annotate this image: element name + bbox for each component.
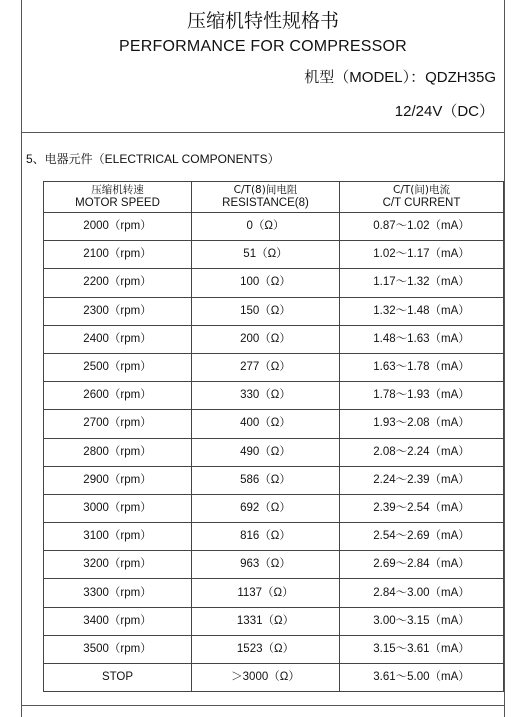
motor-speed-cell: 2800（rpm） [44, 438, 192, 466]
table-row [44, 551, 504, 579]
table-row [44, 579, 504, 607]
section-title: 5、电器元件（ELECTRICAL COMPONENTS） [26, 152, 280, 166]
current-cell: 3.61～5.00（mA） [340, 664, 504, 692]
table-row [44, 635, 504, 663]
header-en: C/T CURRENT [382, 197, 461, 209]
table-row [44, 494, 504, 522]
voltage-label: 12/24V（DC） [394, 103, 494, 120]
resistance-cell: 692（Ω） [192, 494, 340, 522]
resistance-cell: 330（Ω） [192, 382, 340, 410]
motor-speed-cell: 2100（rpm） [44, 241, 192, 269]
motor-speed-cell: 2900（rpm） [44, 466, 192, 494]
resistance-cell: 1137（Ω） [192, 579, 340, 607]
motor-speed-cell: 2300（rpm） [44, 297, 192, 325]
header-resistance [192, 182, 340, 213]
table-row [44, 213, 504, 241]
current-cell: 3.15～3.61（mA） [340, 635, 504, 663]
resistance-cell: 400（Ω） [192, 410, 340, 438]
motor-speed-cell: 2600（rpm） [44, 382, 192, 410]
header-cn: C/T(间)电流 [393, 184, 450, 196]
resistance-cell: 1331（Ω） [192, 607, 340, 635]
header-cn: 压缩机转速 [91, 184, 144, 196]
current-cell: 0.87～1.02（mA） [340, 213, 504, 241]
document-frame [21, 0, 505, 717]
table-row [44, 241, 504, 269]
model-label: 机型（MODEL）：QDZH35G [304, 69, 496, 86]
current-cell: 1.02～1.17（mA） [340, 241, 504, 269]
resistance-cell: 100（Ω） [192, 269, 340, 297]
current-cell: 2.08～2.24（mA） [340, 438, 504, 466]
current-cell: 2.54～2.69（mA） [340, 523, 504, 551]
document-header [22, 0, 504, 133]
current-cell: 2.24～2.39（mA） [340, 466, 504, 494]
resistance-cell: 277（Ω） [192, 353, 340, 381]
current-cell: 1.48～1.63（mA） [340, 325, 504, 353]
table-row [44, 523, 504, 551]
table-row [44, 325, 504, 353]
table-row [44, 466, 504, 494]
resistance-cell: 1523（Ω） [192, 635, 340, 663]
motor-speed-cell: 3300（rpm） [44, 579, 192, 607]
table-row [44, 353, 504, 381]
motor-speed-cell: 3500（rpm） [44, 635, 192, 663]
motor-speed-cell: 2700（rpm） [44, 410, 192, 438]
header-current [340, 182, 504, 213]
current-cell: 1.78～1.93（mA） [340, 382, 504, 410]
table-row [44, 410, 504, 438]
current-cell: 1.32～1.48（mA） [340, 297, 504, 325]
table-row [44, 607, 504, 635]
table-row [44, 269, 504, 297]
motor-speed-cell: 3200（rpm） [44, 551, 192, 579]
resistance-cell: 490（Ω） [192, 438, 340, 466]
motor-speed-cell: 3000（rpm） [44, 494, 192, 522]
resistance-cell: ＞3000（Ω） [192, 664, 340, 692]
motor-speed-cell: 2500（rpm） [44, 353, 192, 381]
motor-speed-cell: 3100（rpm） [44, 523, 192, 551]
title-english: PERFORMANCE FOR COMPRESSOR [119, 38, 407, 55]
table-row [44, 438, 504, 466]
table-body [44, 213, 504, 692]
resistance-cell: 150（Ω） [192, 297, 340, 325]
header-motor-speed [44, 182, 192, 213]
resistance-cell: 586（Ω） [192, 466, 340, 494]
motor-speed-cell: 2200（rpm） [44, 269, 192, 297]
resistance-cell: 816（Ω） [192, 523, 340, 551]
table-row [44, 664, 504, 692]
header-en: MOTOR SPEED [75, 197, 160, 209]
current-cell: 2.69～2.84（mA） [340, 551, 504, 579]
motor-speed-cell: 2000（rpm） [44, 213, 192, 241]
current-cell: 1.63～1.78（mA） [340, 353, 504, 381]
resistance-cell: 0（Ω） [192, 213, 340, 241]
motor-speed-cell: 3400（rpm） [44, 607, 192, 635]
resistance-cell: 200（Ω） [192, 325, 340, 353]
motor-speed-cell: 2400（rpm） [44, 325, 192, 353]
table-row [44, 382, 504, 410]
table-row [44, 297, 504, 325]
current-cell: 3.00～3.15（mA） [340, 607, 504, 635]
title-chinese: 压缩机特性规格书 [186, 10, 339, 32]
current-cell: 1.93～2.08（mA） [340, 410, 504, 438]
header-cn: C/T(8)间电阻 [233, 184, 298, 196]
current-cell: 1.17～1.32（mA） [340, 269, 504, 297]
header-en: RESISTANCE(8) [222, 197, 309, 209]
electrical-components-table [43, 181, 504, 692]
current-cell: 2.84～3.00（mA） [340, 579, 504, 607]
motor-speed-cell: STOP [44, 664, 192, 692]
resistance-cell: 51（Ω） [192, 241, 340, 269]
resistance-cell: 963（Ω） [192, 551, 340, 579]
table-header-row [44, 182, 504, 213]
bottom-divider [22, 705, 504, 706]
current-cell: 2.39～2.54（mA） [340, 494, 504, 522]
